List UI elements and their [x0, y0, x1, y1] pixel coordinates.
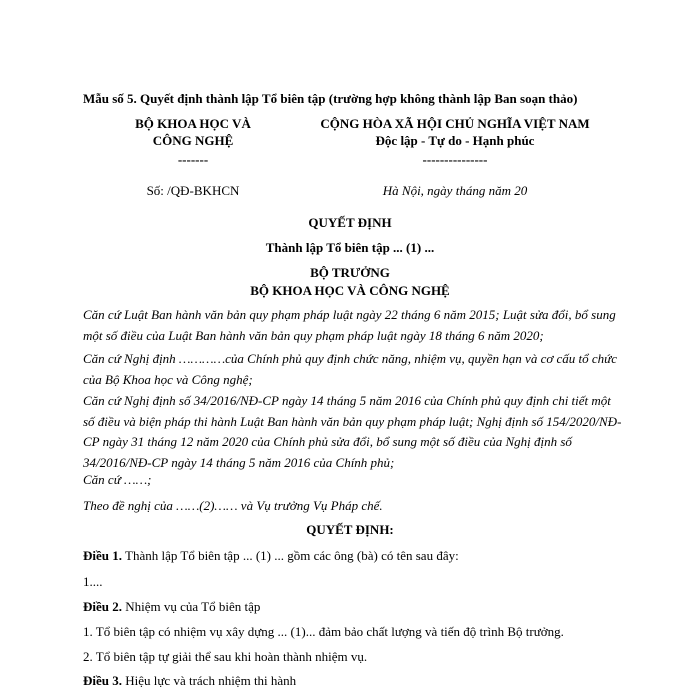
motto-rule: ---------------: [422, 152, 488, 167]
article-3-label: Điều 3.: [83, 673, 122, 688]
article-3-text: Hiệu lực và trách nhiệm thi hành: [122, 673, 297, 688]
agency-rule: -------: [177, 152, 209, 167]
authority-line1: BỘ TRƯỞNG: [310, 265, 390, 280]
article-3: [83, 673, 296, 689]
article-2-label: Điều 2.: [83, 599, 122, 614]
preamble-basis-other: Căn cứ ……;: [83, 472, 152, 487]
document-title: QUYẾT ĐỊNH: [308, 215, 392, 230]
decision-heading: QUYẾT ĐỊNH:: [306, 522, 394, 537]
article-1-text: Thành lập Tổ biên tập ... (1) ... gồm các ông (bà) có tên sau đây:: [122, 548, 459, 563]
article-2-item-1: 1. Tổ biên tập có nhiệm vụ xây dựng ... (1)... đảm bảo chất lượng và tiến độ trình Bộ trưởng.: [83, 624, 564, 639]
preamble-basis-decree-34: Căn cứ Nghị định số 34/2016/NĐ-CP ngày 14 tháng 5 năm 2016 của Chính phủ quy định chi tiết một số điều và biện pháp thi hành Luật Ban hành văn bản quy phạm pháp luật; Nghị định số 154/2020/NĐ-CP ngày 31 tháng 12 năm 2020 của Chính phủ sửa đổi, bổ sung một số điều của Nghị định số 34/2016/NĐ-CP ngày 14 tháng 5 năm 2016 của Chính phủ;: [83, 393, 622, 470]
place-date: Hà Nội, ngày tháng năm 20: [382, 183, 528, 198]
agency-name-line1: BỘ KHOA HỌC VÀ: [135, 116, 251, 131]
article-1: [83, 548, 459, 564]
form-title: Mẫu số 5. Quyết định thành lập Tổ biên tập (trường hợp không thành lập Ban soạn thảo): [83, 91, 578, 106]
preamble-basis-decree-functions: Căn cứ Nghị định …………của Chính phủ quy định chức năng, nhiệm vụ, quyền hạn và cơ cấu tổ chức của Bộ Khoa học và Công nghệ;: [83, 351, 618, 387]
document-number: Số: /QĐ-BKHCN: [146, 183, 240, 198]
agency-name-line2: CÔNG NGHỆ: [152, 133, 234, 148]
document-subtitle: Thành lập Tổ biên tập ... (1) ...: [265, 240, 435, 255]
article-2: [83, 599, 260, 615]
preamble-proposal: Theo đề nghị của ……(2)…… và Vụ trưởng Vụ Pháp chế.: [83, 498, 383, 513]
article-2-text: Nhiệm vụ của Tổ biên tập: [122, 599, 261, 614]
article-1-label: Điều 1.: [83, 548, 122, 563]
authority-line2: BỘ KHOA HỌC VÀ CÔNG NGHỆ: [250, 283, 450, 298]
national-motto: Độc lập - Tự do - Hạnh phúc: [375, 133, 535, 148]
article-1-item: 1....: [83, 574, 103, 589]
preamble-basis-law: Căn cứ Luật Ban hành văn bản quy phạm pháp luật ngày 22 tháng 6 năm 2015; Luật sửa đổi, bổ sung một số điều của Luật Ban hành văn bản quy phạm pháp luật ngày 18 tháng 6 năm 2020;: [83, 307, 616, 343]
article-2-item-2: 2. Tổ biên tập tự giải thể sau khi hoàn thành nhiệm vụ.: [83, 649, 368, 664]
country-name: CỘNG HÒA XÃ HỘI CHỦ NGHĨA VIỆT NAM: [320, 116, 590, 131]
